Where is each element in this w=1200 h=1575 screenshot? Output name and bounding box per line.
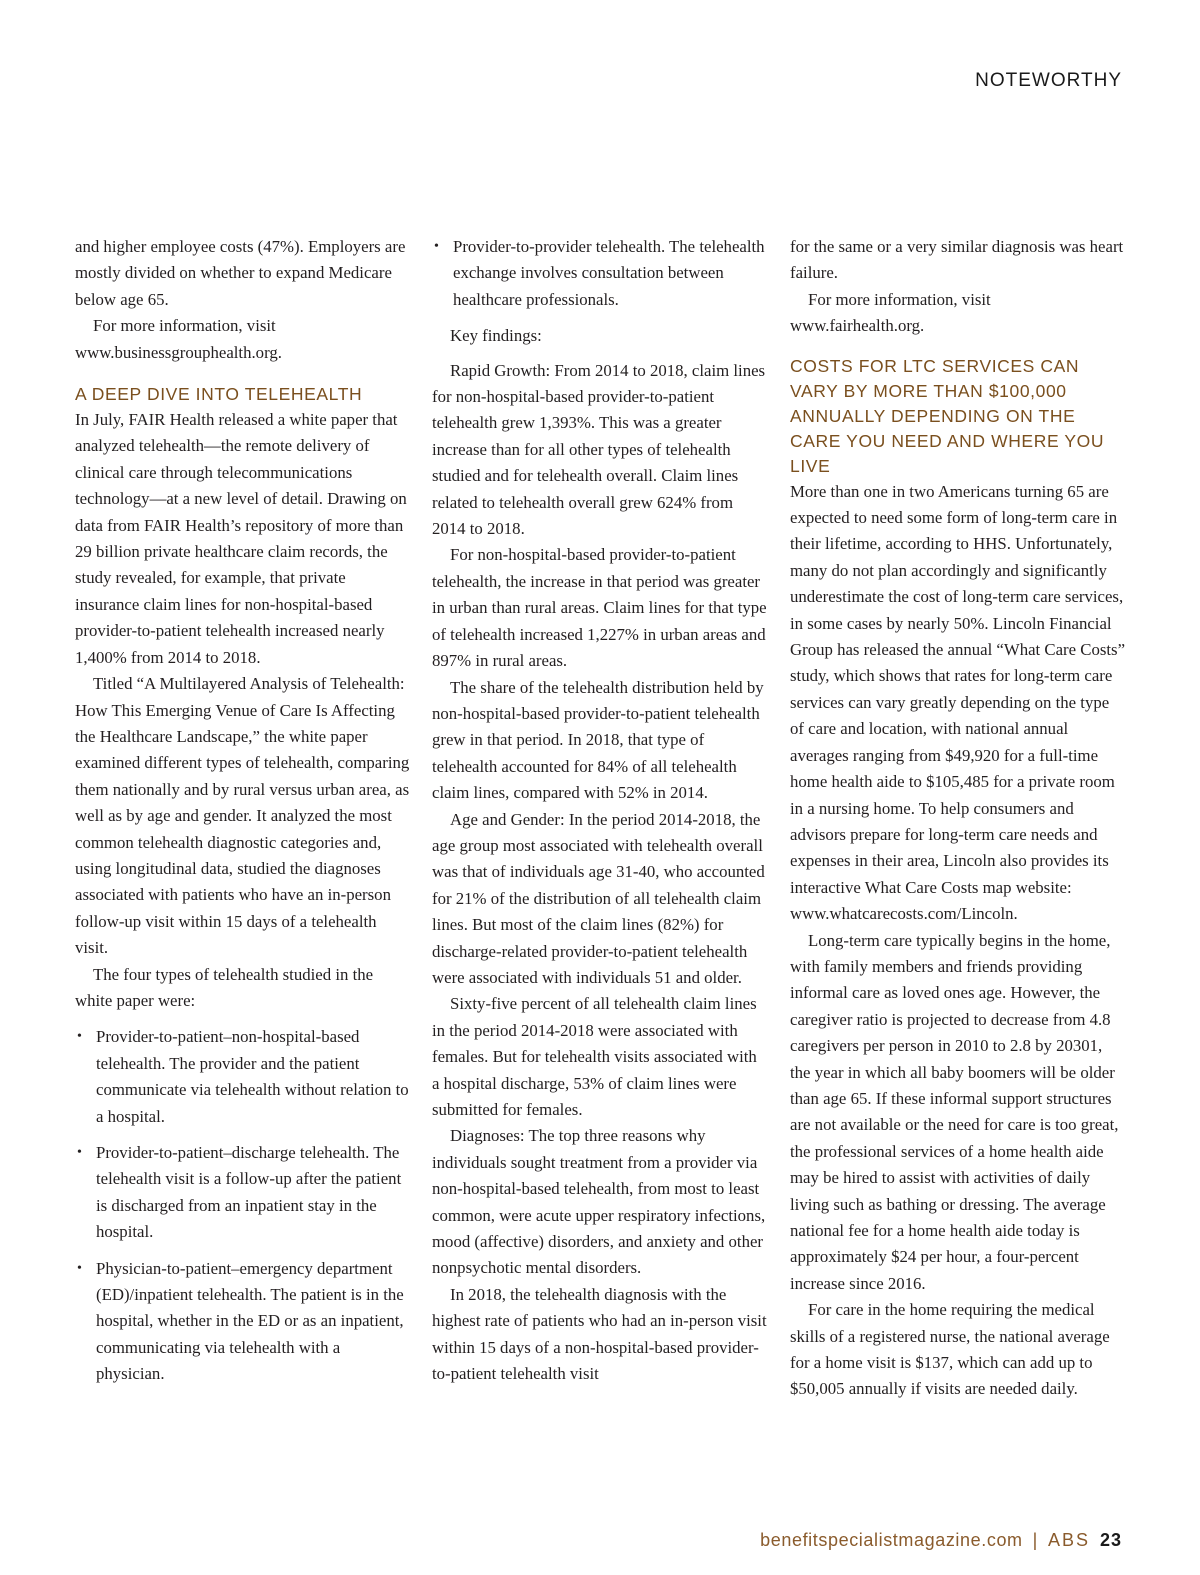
paragraph: For non-hospital-based provider-to-patient telehealth, the increase in that period was greater in urban than rural areas. Claim lines for that type of telehealth increased 1,227% in urban areas and 897% in rural areas. <box>432 545 767 671</box>
footer-publication: ABS <box>1047 1530 1090 1550</box>
bullet-list <box>432 234 768 313</box>
bullet-icon: • <box>77 1260 82 1276</box>
article-heading-ltc-costs: COSTS FOR LTC SERVICES CAN VARY BY MORE THAN $100,000 ANNUALLY DEPENDING ON THE CARE YOU NEED AND WHERE YOU LIVE <box>790 355 1105 476</box>
paragraph: for the same or a very similar diagnosis was heart failure. <box>790 237 1124 283</box>
column-2 <box>432 234 768 1387</box>
paragraph: For care in the home requiring the medical skills of a registered nurse, the national average for a home visit is $137, which can add up to $50,005 annually if visits are needed daily. <box>790 1300 1110 1399</box>
list-item: • Provider-to-patient–non-hospital-based telehealth. The provider and the patient communicate via telehealth without relation to a hospital. <box>75 1024 411 1130</box>
footer-separator: | <box>1032 1530 1038 1550</box>
paragraph: In 2018, the telehealth diagnosis with the highest rate of patients who had an in-person visit within 15 days of a non-hospital-based provider-to-patient telehealth visit <box>432 1284 767 1384</box>
bullet-icon: • <box>77 1029 82 1045</box>
paragraph: In July, FAIR Health released a white paper that analyzed telehealth—the remote delivery of clinical care through telecommunications technology—at a new level of detail. Drawing on data from FAIR Health’s repository of more than 29 billion private healthcare claim records, the study revealed, for example, that private insurance claim lines for non-hospital-based provider-to-patient telehealth increased nearly 1,400% from 2014 to 2018. <box>75 410 407 667</box>
paragraph: Sixty-five percent of all telehealth claim lines in the period 2014-2018 were associated with females. But for telehealth visits associated with a hospital discharge, 53% of claim lines were submitted for females. <box>432 994 757 1119</box>
paragraph: Rapid Growth: From 2014 to 2018, claim lines for non-hospital-based provider-to-patient telehealth grew 1,393%. This was a greater increase than for all other types of telehealth studied and for telehealth overall. Claim lines related to telehealth overall grew 624% from 2014 to 2018. <box>432 360 766 539</box>
bullet-list <box>75 1024 411 1387</box>
list-item: • Physician-to-patient–emergency department (ED)/inpatient telehealth. The patient is in the hospital, whether in the ED or as an inpatient, communicating via telehealth with a physician. <box>75 1256 411 1388</box>
paragraph: For more information, visit www.fairhealth.org. <box>790 289 991 336</box>
paragraph: The share of the telehealth distribution held by non-hospital-based provider-to-patient telehealth grew in that period. In 2018, that type of telehealth accounted for 84% of all telehealth claim lines, compared with 52% in 2014. <box>432 677 764 803</box>
section-label: NOTEWORTHY <box>975 70 1122 91</box>
article-heading-telehealth: A DEEP DIVE INTO TELEHEALTH <box>75 384 363 405</box>
paragraph: The four types of telehealth studied in the white paper were: <box>75 964 374 1010</box>
paragraph: and higher employee costs (47%). Employers are mostly divided on whether to expand Medicare below age 65. <box>75 237 406 309</box>
column-1 <box>75 234 411 1398</box>
list-item: • Provider-to-provider telehealth. The telehealth exchange involves consultation between healthcare professionals. <box>432 234 768 313</box>
paragraph: Age and Gender: In the period 2014-2018, the age group most associated with telehealth overall was that of individuals age 31-40, who accounted for 21% of the distribution of all telehealth claim lines. But most of the claim lines (82%) for discharge-related provider-to-patient telehealth were associated with individuals 51 and older. <box>432 809 765 987</box>
paragraph: Titled “A Multilayered Analysis of Telehealth: How This Emerging Venue of Care Is Affecting the Healthcare Landscape,” the white paper examined different types of telehealth, comparing them nationally and by rural versus urban area, as well as by age and gender. It analyzed the most common telehealth diagnostic categories and, using longitudinal data, studied the diagnoses associated with patients who have an in-person follow-up visit within 15 days of a telehealth visit. <box>75 674 410 958</box>
bullet-icon: • <box>77 1145 82 1160</box>
key-findings-label: Key findings: <box>450 326 542 346</box>
bullet-icon: • <box>434 239 439 254</box>
page-footer <box>760 1530 1122 1551</box>
paragraph: Long-term care typically begins in the home, with family members and friends providing informal care as loved ones age. However, the caregiver ratio is projected to decrease from 4.8 caregivers per person in 2010 to 2.8 by 20301, the year in which all baby boomers will be older than age 65. If these informal support structures are not available or the need for care is too great, the professional services of a home health aide may be hired to assist with activities of daily living such as bathing or dressing. The average national fee for a home health aide today is approximately $24 per hour, a four-percent increase since 2016. <box>790 930 1119 1293</box>
paragraph: Diagnoses: The top three reasons why individuals sought treatment from a provider via non-hospital-based telehealth, from most to least common, were acute upper respiratory infections, mood (affective) disorders, and anxiety and other nonpsychotic mental disorders. <box>432 1126 766 1278</box>
paragraph: For more information, visit www.businessgrouphealth.org. <box>75 316 282 362</box>
column-3 <box>790 234 1126 1403</box>
paragraph: More than one in two Americans turning 65 are expected to need some form of long-term care in their lifetime, according to HHS. Unfortunately, many do not plan accordingly and significantly underestimate the cost of long-term care services, in some cases by nearly 50%. Lincoln Financial Group has released the annual “What Care Costs” study, which shows that rates for long-term care services can vary greatly depending on the type of care and location, with national annual averages ranging from $49,920 for a full-time home health aide to $105,485 for a private room in a nursing home. To help consumers and advisors prepare for long-term care needs and expenses in their area, Lincoln also provides its interactive What Care Costs map website: www.whatcarecosts.com/Lincoln. <box>790 481 1126 924</box>
page-number: 23 <box>1099 1530 1122 1550</box>
footer-website: benefitspecialistmagazine.com <box>760 1530 1023 1550</box>
list-item: • Provider-to-patient–discharge telehealth. The telehealth visit is a follow-up after the patient is discharged from an inpatient stay in the hospital. <box>75 1140 411 1246</box>
